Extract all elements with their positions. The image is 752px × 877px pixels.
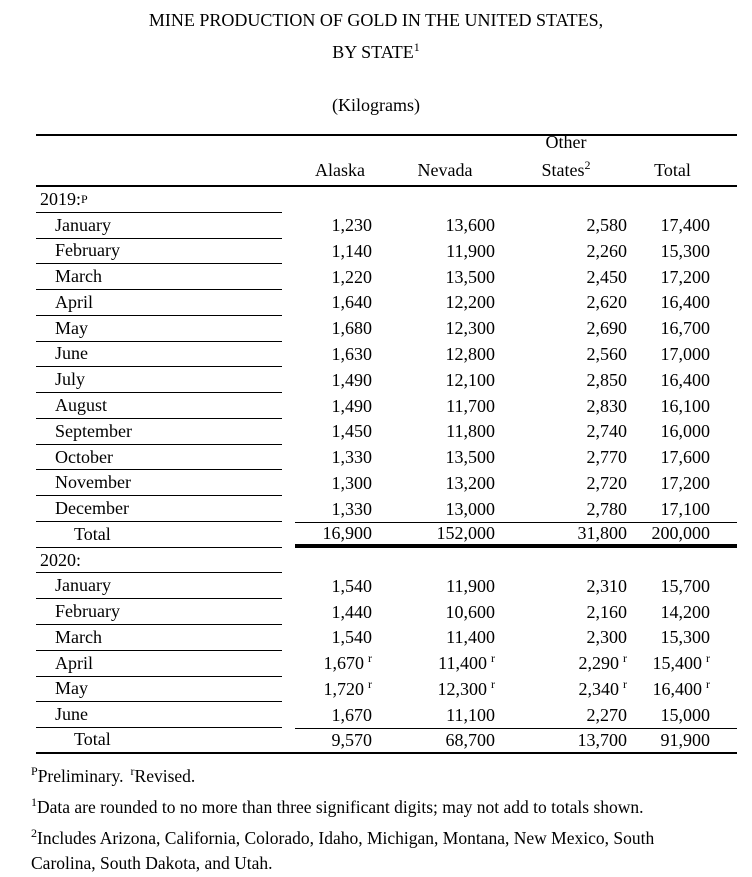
column-header-alaska	[295, 159, 385, 185]
column-header-other-states	[505, 131, 635, 185]
row-2019-january-cell-other-states	[505, 213, 635, 239]
row-2019-july-cell-nevada	[385, 367, 505, 393]
value-other-states: 31,800	[577, 522, 627, 543]
row-2020-january-label: January	[36, 573, 282, 599]
year-footnote-marker: P	[81, 191, 88, 206]
row-2020-april-cell-other-states	[505, 651, 635, 677]
revised-mark: r	[491, 676, 495, 691]
row-2020-january-cell-alaska	[295, 573, 385, 599]
column-header-label-nevada: Nevada	[417, 160, 473, 180]
empty-cell	[635, 187, 737, 213]
row-2019-november-cell-other-states	[505, 470, 635, 496]
value-nevada: 13,000	[445, 498, 495, 519]
footnote-2	[31, 820, 703, 877]
row-2019-april-cell-other-states	[505, 290, 635, 316]
value-alaska: 1,490	[331, 369, 372, 390]
row-2019-february-cell-other-states	[505, 239, 635, 265]
value-other-states: 2,300	[586, 627, 627, 648]
row-2019-january	[36, 213, 737, 239]
row-2019-december-label: December	[36, 496, 282, 522]
row-2019-april-cell-total	[635, 290, 737, 316]
value-total: 200,000	[651, 522, 710, 543]
value-other-states: 2,850	[586, 369, 627, 390]
row-2019-february	[36, 239, 737, 265]
value-alaska: 1,670	[323, 653, 364, 674]
row-2019-may-cell-total	[635, 316, 737, 342]
row-2019-total-label: Total	[36, 522, 282, 548]
value-total: 16,400	[660, 369, 710, 390]
footnotes	[31, 758, 703, 876]
row-2019-july-cell-other-states	[505, 367, 635, 393]
row-2019-july	[36, 367, 737, 393]
revised-mark: r	[623, 651, 627, 666]
value-other-states: 2,160	[586, 601, 627, 622]
row-2019-july-label: July	[36, 367, 282, 393]
row-2020-may-cell-alaska	[295, 677, 385, 703]
row-2019-january-cell-alaska	[295, 213, 385, 239]
value-total: 16,400	[652, 678, 702, 699]
footnote-1	[31, 789, 703, 820]
value-other-states: 13,700	[577, 729, 627, 750]
row-2019-may-cell-other-states	[505, 316, 635, 342]
footnote-revised-text: Revised.	[134, 765, 196, 786]
empty-cell	[505, 187, 635, 213]
row-2019-august-cell-nevada	[385, 393, 505, 419]
value-total: 17,000	[660, 343, 710, 364]
row-2019-july-cell-total	[635, 367, 737, 393]
row-2019-total-cell-nevada	[385, 522, 505, 548]
footnote-preliminary-revised	[31, 758, 703, 789]
row-2019-may	[36, 316, 737, 342]
value-total: 14,200	[660, 601, 710, 622]
revised-mark: r	[368, 651, 372, 666]
row-2019-october	[36, 445, 737, 471]
empty-cell	[635, 548, 737, 574]
row-2019-december	[36, 496, 737, 522]
value-other-states: 2,310	[586, 575, 627, 596]
row-2019-june-cell-total	[635, 342, 737, 368]
row-2019-june-cell-alaska	[295, 342, 385, 368]
row-2019-january-label: January	[36, 213, 282, 239]
row-2020-may-cell-total	[635, 677, 737, 703]
row-2019-august-cell-other-states	[505, 393, 635, 419]
footnote-1-marker: 1	[31, 794, 37, 809]
value-other-states: 2,720	[586, 472, 627, 493]
revised-mark: r	[368, 676, 372, 691]
table-header	[36, 132, 737, 187]
column-header-nevada	[385, 159, 505, 185]
value-other-states: 2,830	[586, 395, 627, 416]
row-2019-november	[36, 470, 737, 496]
footnote-revised-marker: r	[130, 763, 135, 778]
empty-cell	[295, 187, 385, 213]
value-total: 17,200	[660, 472, 710, 493]
row-2019-october-cell-other-states	[505, 445, 635, 471]
row-2019-july-cell-alaska	[295, 367, 385, 393]
row-2020-may-label: May	[36, 677, 282, 703]
value-total: 17,100	[660, 498, 710, 519]
value-alaska: 1,670	[331, 704, 372, 725]
value-total: 17,200	[660, 266, 710, 287]
value-alaska: 1,540	[331, 575, 372, 596]
value-total: 17,600	[660, 447, 710, 468]
row-year-2020-label	[36, 548, 282, 574]
row-2020-january-cell-nevada	[385, 573, 505, 599]
row-2020-january	[36, 573, 737, 599]
row-2020-february-label: February	[36, 599, 282, 625]
row-2019-total	[36, 522, 737, 548]
value-nevada: 68,700	[445, 729, 495, 750]
row-year-2019	[36, 187, 737, 213]
value-alaska: 1,640	[331, 292, 372, 313]
row-year-2020	[36, 548, 737, 574]
row-2019-september-cell-other-states	[505, 419, 635, 445]
row-2019-march-cell-alaska	[295, 264, 385, 290]
row-2019-march-cell-nevada	[385, 264, 505, 290]
footnote-2-marker: 2	[31, 825, 37, 840]
row-2019-december-cell-nevada	[385, 496, 505, 522]
footnote-1-text: Data are rounded to no more than three significant digits; may not add to totals shown.	[37, 796, 644, 817]
row-2019-april	[36, 290, 737, 316]
value-alaska: 1,220	[331, 266, 372, 287]
value-other-states: 2,740	[586, 421, 627, 442]
row-2020-total-cell-alaska	[295, 728, 385, 752]
empty-cell	[385, 548, 505, 574]
row-2019-february-cell-nevada	[385, 239, 505, 265]
revised-mark: r	[623, 676, 627, 691]
title-line-1: MINE PRODUCTION OF GOLD IN THE UNITED STATES,	[148, 10, 604, 30]
row-2019-june	[36, 342, 737, 368]
value-nevada: 12,300	[445, 318, 495, 339]
value-nevada: 13,500	[445, 266, 495, 287]
value-alaska: 1,450	[331, 421, 372, 442]
row-2020-may	[36, 677, 737, 703]
value-other-states: 2,270	[586, 704, 627, 725]
value-nevada: 10,600	[445, 601, 495, 622]
value-other-states: 2,260	[586, 240, 627, 261]
row-2020-june-cell-nevada	[385, 702, 505, 728]
value-alaska: 1,230	[331, 215, 372, 236]
row-2019-june-cell-nevada	[385, 342, 505, 368]
value-total: 15,700	[660, 575, 710, 596]
value-alaska: 1,630	[331, 343, 372, 364]
value-alaska: 1,680	[331, 318, 372, 339]
row-2019-august-cell-total	[635, 393, 737, 419]
row-2019-total-cell-alaska	[295, 522, 385, 548]
value-alaska: 1,300	[331, 472, 372, 493]
value-alaska: 1,720	[323, 678, 364, 699]
value-total: 15,300	[660, 240, 710, 261]
column-header-total	[635, 159, 737, 185]
document-title	[0, 0, 752, 66]
footnote-preliminary-text: Preliminary.	[37, 765, 124, 786]
row-2020-total	[36, 728, 737, 754]
row-2019-total-cell-other-states	[505, 522, 635, 548]
row-2019-may-cell-nevada	[385, 316, 505, 342]
row-2020-march	[36, 625, 737, 651]
value-nevada: 12,300	[437, 678, 487, 699]
value-alaska: 1,330	[331, 498, 372, 519]
row-2019-december-cell-other-states	[505, 496, 635, 522]
row-2019-january-cell-total	[635, 213, 737, 239]
value-alaska: 9,570	[331, 729, 372, 750]
footnote-revised	[130, 763, 196, 786]
value-other-states: 2,290	[578, 653, 619, 674]
empty-cell	[295, 548, 385, 574]
value-other-states: 2,780	[586, 498, 627, 519]
row-2020-march-cell-other-states	[505, 625, 635, 651]
empty-cell	[505, 548, 635, 574]
value-total: 15,300	[660, 627, 710, 648]
row-2020-march-cell-total	[635, 625, 737, 651]
row-2019-february-cell-alaska	[295, 239, 385, 265]
value-nevada: 152,000	[436, 522, 495, 543]
row-2019-august-cell-alaska	[295, 393, 385, 419]
value-nevada: 13,200	[445, 472, 495, 493]
row-year-2019-label	[36, 187, 282, 213]
value-total: 15,000	[660, 704, 710, 725]
row-2020-june-cell-total	[635, 702, 737, 728]
value-nevada: 11,800	[446, 421, 495, 442]
table-body	[36, 187, 737, 754]
row-2020-february	[36, 599, 737, 625]
title-line-2	[0, 34, 752, 66]
row-2019-march	[36, 264, 737, 290]
row-2020-january-cell-total	[635, 573, 737, 599]
row-2019-march-label: March	[36, 264, 282, 290]
row-2020-june-label: June	[36, 702, 282, 728]
row-2019-october-cell-total	[635, 445, 737, 471]
value-total: 15,400	[652, 653, 702, 674]
row-2020-april-cell-nevada	[385, 651, 505, 677]
column-header-label-other-states: States$^2$	[541, 158, 591, 180]
row-2019-august	[36, 393, 737, 419]
gold-production-table	[36, 134, 737, 754]
row-2020-june	[36, 702, 737, 728]
row-2019-october-cell-alaska	[295, 445, 385, 471]
row-2019-september-cell-total	[635, 419, 737, 445]
footnote-preliminary-marker: P	[31, 763, 38, 778]
year-label-text: 2019:	[40, 188, 82, 209]
row-2019-april-label: April	[36, 290, 282, 316]
row-2020-april-label: April	[36, 651, 282, 677]
row-2020-march-cell-alaska	[295, 625, 385, 651]
row-2019-april-cell-alaska	[295, 290, 385, 316]
row-2020-february-cell-other-states	[505, 599, 635, 625]
value-alaska: 1,540	[331, 627, 372, 648]
value-total: 16,400	[660, 292, 710, 313]
value-nevada: 11,400	[446, 627, 495, 648]
row-2020-june-cell-other-states	[505, 702, 635, 728]
value-other-states: 2,620	[586, 292, 627, 313]
row-2019-november-cell-nevada	[385, 470, 505, 496]
row-2019-june-cell-other-states	[505, 342, 635, 368]
value-alaska: 16,900	[322, 522, 372, 543]
column-header-top-other-states: Other	[545, 132, 587, 152]
value-nevada: 11,100	[446, 704, 495, 725]
row-2020-march-label: March	[36, 625, 282, 651]
row-2020-may-cell-nevada	[385, 677, 505, 703]
year-label-text: 2020:	[40, 549, 82, 570]
row-2019-september-label: September	[36, 419, 282, 445]
value-total: 16,000	[660, 421, 710, 442]
value-other-states: 2,770	[586, 447, 627, 468]
row-2019-august-label: August	[36, 393, 282, 419]
title-line-2-text: BY STATE	[332, 42, 414, 62]
value-nevada: 13,600	[445, 215, 495, 236]
value-other-states: 2,690	[586, 318, 627, 339]
row-2019-total-cell-total	[635, 522, 737, 548]
empty-cell	[385, 187, 505, 213]
row-2020-may-cell-other-states	[505, 677, 635, 703]
row-2020-february-cell-total	[635, 599, 737, 625]
row-2019-september-cell-alaska	[295, 419, 385, 445]
column-header-label-total: Total	[654, 160, 691, 180]
value-nevada: 13,500	[445, 447, 495, 468]
revised-mark: r	[706, 651, 710, 666]
row-2019-january-cell-nevada	[385, 213, 505, 239]
row-2020-february-cell-alaska	[295, 599, 385, 625]
row-2019-october-cell-nevada	[385, 445, 505, 471]
value-other-states: 2,340	[578, 678, 619, 699]
row-2019-june-label: June	[36, 342, 282, 368]
value-total: 17,400	[660, 215, 710, 236]
row-2019-september-cell-nevada	[385, 419, 505, 445]
value-alaska: 1,330	[331, 447, 372, 468]
row-2020-april-cell-total	[635, 651, 737, 677]
row-2019-december-cell-total	[635, 496, 737, 522]
row-2020-march-cell-nevada	[385, 625, 505, 651]
row-2020-january-cell-other-states	[505, 573, 635, 599]
revised-mark: r	[706, 676, 710, 691]
title-footnote-marker: 1	[413, 40, 420, 54]
row-2020-total-cell-other-states	[505, 728, 635, 752]
value-nevada: 12,800	[445, 343, 495, 364]
row-2019-november-label: November	[36, 470, 282, 496]
value-alaska: 1,440	[331, 601, 372, 622]
value-other-states: 2,560	[586, 343, 627, 364]
value-nevada: 11,700	[446, 395, 495, 416]
row-2020-total-label: Total	[74, 729, 111, 750]
value-alaska: 1,140	[331, 240, 372, 261]
column-header-label-alaska: Alaska	[315, 160, 365, 180]
row-2019-september	[36, 419, 737, 445]
value-nevada: 11,900	[446, 240, 495, 261]
row-2019-february-label: February	[36, 239, 282, 265]
row-2019-may-label: May	[36, 316, 282, 342]
row-2020-total-cell-nevada	[385, 728, 505, 752]
units-subtitle: (Kilograms)	[332, 95, 420, 115]
value-nevada: 11,900	[446, 575, 495, 596]
value-nevada: 11,400	[438, 653, 487, 674]
value-nevada: 12,100	[445, 369, 495, 390]
footnote-preliminary	[31, 763, 124, 786]
row-2019-november-cell-total	[635, 470, 737, 496]
value-other-states: 2,580	[586, 215, 627, 236]
row-2019-february-cell-total	[635, 239, 737, 265]
row-2020-total-cell-total	[635, 728, 737, 752]
row-2019-november-cell-alaska	[295, 470, 385, 496]
row-2020-february-cell-nevada	[385, 599, 505, 625]
row-2019-march-cell-total	[635, 264, 737, 290]
row-2019-april-cell-nevada	[385, 290, 505, 316]
row-2020-april	[36, 651, 737, 677]
value-total: 91,900	[660, 729, 710, 750]
value-total: 16,700	[660, 318, 710, 339]
value-alaska: 1,490	[331, 395, 372, 416]
value-total: 16,100	[660, 395, 710, 416]
row-2019-may-cell-alaska	[295, 316, 385, 342]
row-2019-march-cell-other-states	[505, 264, 635, 290]
value-nevada: 12,200	[445, 292, 495, 313]
row-2019-october-label: October	[36, 445, 282, 471]
value-other-states: 2,450	[586, 266, 627, 287]
column-header-footnote-marker-other-states: 2	[584, 158, 591, 172]
row-2019-december-cell-alaska	[295, 496, 385, 522]
revised-mark: r	[491, 651, 495, 666]
row-2020-april-cell-alaska	[295, 651, 385, 677]
row-2020-june-cell-alaska	[295, 702, 385, 728]
footnote-2-text: Includes Arizona, California, Colorado, Idaho, Michigan, Montana, New Mexico, South Carolina, South Dakota, and Utah.	[31, 827, 655, 874]
